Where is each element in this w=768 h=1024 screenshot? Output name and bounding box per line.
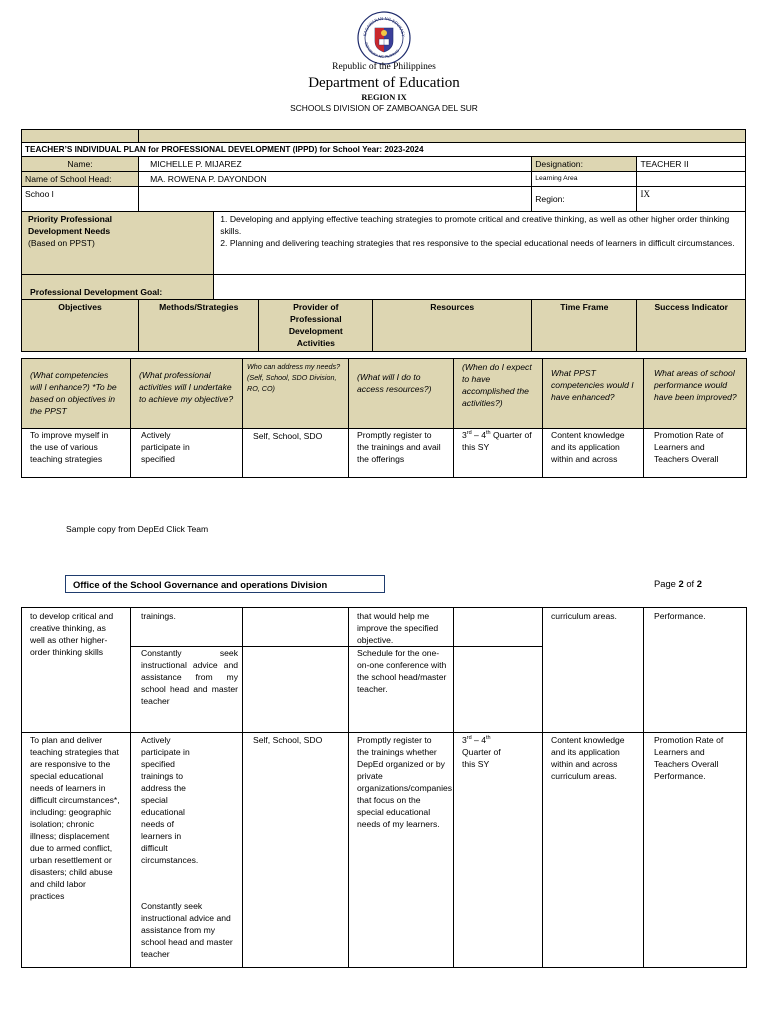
name-label: Name: xyxy=(22,157,139,172)
office-box: Office of the School Governance and operations Division xyxy=(65,575,385,593)
goal-label: Professional Development Goal: xyxy=(22,275,214,300)
p2-r2-school: Promotion Rate of Learners and Teachers Overall Performance. xyxy=(644,733,747,968)
ippd-table-page2 xyxy=(21,607,747,968)
guide-time-frame: (When do I expect to have accomplished the activities?) xyxy=(454,359,543,429)
goal-value xyxy=(214,275,746,300)
p2-r1-time-b xyxy=(454,647,543,733)
p2-r1-time-a xyxy=(454,608,543,647)
p2-r2-method-a: Actively participate in specified trainings to address the special educational needs of learners in difficult circumstances. xyxy=(141,735,199,865)
p2-r1-objective: to develop critical and creative thinking, as well as other higher-order thinking skills xyxy=(22,608,131,733)
p2-r1-resources-a: that would help me improve the specified objective. xyxy=(349,608,454,647)
priority-label-line3: (Based on PPST) xyxy=(28,238,95,248)
row1-provider: Self, School, SDO xyxy=(243,429,349,478)
division-line: SCHOOLS DIVISION OF ZAMBOANGA DEL SUR xyxy=(290,103,478,113)
p2-r2-ppst: Content knowledge and its application within and across curriculum areas. xyxy=(543,733,644,968)
guide-resources: (What will I do to access resources?) xyxy=(349,359,454,429)
school-head-value: MA. ROWENA P. DAYONDON xyxy=(139,172,532,187)
p2-r1-provider-b xyxy=(243,647,349,733)
school-value xyxy=(139,187,532,212)
school-head-label: Name of School Head: xyxy=(22,172,139,187)
p2-r2-objective: To plan and deliver teaching strategies that are responsive to the special educational needs of learners in difficult circumstances*, including: geographic isolation; chronic illness; displacement due to armed conflict, urban resettlement or disasters; child abuse and child labor practices xyxy=(22,733,131,968)
region-label: Region: xyxy=(532,187,637,212)
designation-value: TEACHER II xyxy=(637,157,746,172)
ippd-table-page1 xyxy=(21,129,746,352)
col-success: Success Indicator xyxy=(637,300,746,352)
p2-r1-resources-b: Schedule for the one-on-one conference with the school head/master teacher. xyxy=(349,647,454,733)
priority-label-line2: Development Needs xyxy=(28,226,111,236)
page-number: Page 2 of 2 xyxy=(654,578,702,589)
row1-objective: To improve myself in the use of various teaching strategies xyxy=(22,429,131,478)
p2-r2-time-frame: 3rd – 4th Quarter of this SY xyxy=(454,733,543,968)
p2-r2-provider: Self, School, SDO xyxy=(243,733,349,968)
guide-objectives: (What competencies will I enhance?) *To be based on objectives in the PPST xyxy=(22,359,131,429)
row1-school: Promotion Rate of Learners and Teachers Overall xyxy=(644,429,747,478)
p2-r2-method-b: Constantly seek instructional advice and assistance from my school head and master teacher xyxy=(141,901,233,959)
designation-label: Designation: xyxy=(532,157,637,172)
col-provider: Provider of Professional Development Activities xyxy=(259,300,373,352)
school-label: Schoo l xyxy=(22,187,139,212)
form-title: TEACHER’S INDIVIDUAL PLAN for PROFESSIONAL DEVELOPMENT (IPPD) for School Year: 2023-2024 xyxy=(22,143,746,157)
p2-r2-resources: Promptly register to the trainings whether DepEd organized or by private organizations/companies that focus on the special educational needs of my learners. xyxy=(349,733,454,968)
spacer-cell xyxy=(139,130,746,143)
row1-time-frame: 3rd – 4th Quarter of this SY xyxy=(454,429,543,478)
guide-methods: (What professional activities will I undertake to achieve my objective? xyxy=(131,359,243,429)
p2-r1-school: Performance. xyxy=(644,608,747,733)
spacer-cell xyxy=(22,130,139,143)
p2-r1-method-b: Constantly seek instructional advice and assistance from my school head and master teacher xyxy=(131,647,243,733)
p2-r1-provider-a xyxy=(243,608,349,647)
seal-top-text: KAGAWARAN NG EDUKASY xyxy=(362,15,406,37)
ippd-guide-table xyxy=(21,358,747,478)
col-objectives: Objectives xyxy=(22,300,139,352)
priority-need-2: 2. Planning and delivering teaching strategies that res responsive to the special educational needs of learners in difficult circumstances. xyxy=(220,238,735,248)
seal-bottom-text: REPUBLIKA NG PILIPINAS xyxy=(363,42,401,60)
priority-needs-cell xyxy=(214,212,746,275)
p2-r2-methods xyxy=(131,733,243,968)
region-value: IX xyxy=(637,187,746,212)
priority-need-1: 1. Developing and applying effective teaching strategies to promote critical and creative thinking, as well as other higher order thinking skills. xyxy=(220,214,730,236)
col-methods: Methods/Strategies xyxy=(139,300,259,352)
col-resources: Resources xyxy=(373,300,532,352)
priority-label-line1: Priority Professional xyxy=(28,214,113,224)
row1-resources: Promptly register to the trainings and avail the offerings xyxy=(349,429,454,478)
priority-label-cell xyxy=(22,212,214,275)
name-value: MICHELLE P. MIJAREZ xyxy=(139,157,532,172)
col-time-frame: Time Frame xyxy=(532,300,637,352)
guide-success-ppst: What PPST competencies would I have enhanced? xyxy=(543,359,644,429)
learning-area-value xyxy=(637,172,746,187)
region-line: REGION IX xyxy=(361,93,407,102)
sample-copy-note: Sample copy from DepEd Click Team xyxy=(66,524,209,534)
guide-success-school: What areas of school performance would have been improved? xyxy=(644,359,747,429)
p2-r1-ppst: curriculum areas. xyxy=(543,608,644,733)
republic-line: Republic of the Philippines xyxy=(332,62,436,72)
guide-provider: Who can address my needs? (Self, School, SDO Division, RO, CO) xyxy=(243,359,349,429)
row1-ppst: Content knowledge and its application within and across xyxy=(543,429,644,478)
row1-method: Actively participate in specified xyxy=(131,429,243,478)
department-title: Department of Education xyxy=(308,75,460,91)
deped-seal-icon xyxy=(357,11,411,65)
p2-r1-method-a: trainings. xyxy=(131,608,243,647)
learning-area-label: Learning Area xyxy=(532,172,637,187)
